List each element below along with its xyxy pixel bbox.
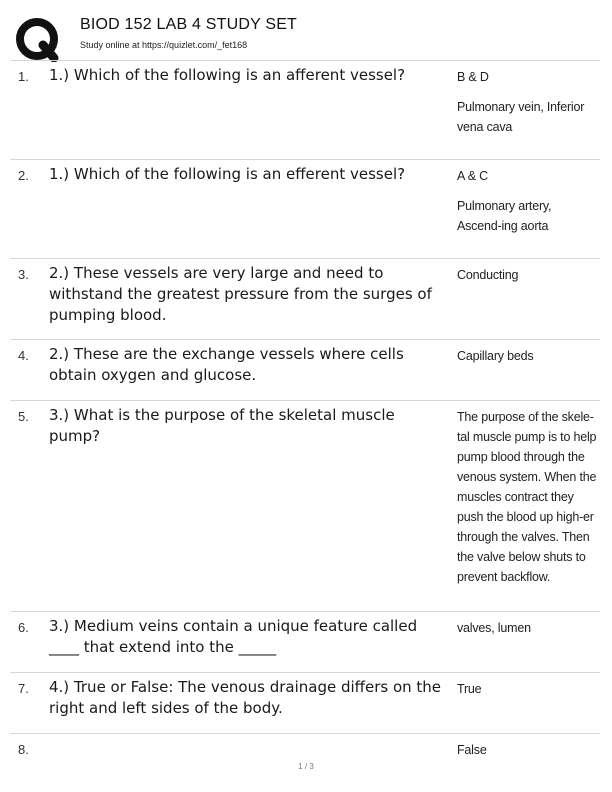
item-answer: [457, 407, 597, 597]
answer-line: False: [457, 743, 487, 757]
item-number: 7.: [18, 681, 29, 696]
list-item: [10, 400, 600, 611]
answer-line: Conducting: [457, 268, 519, 282]
item-answer: [457, 67, 597, 147]
page-title: BIOD 152 LAB 4 STUDY SET: [80, 16, 298, 33]
item-question: 3.) Medium veins contain a unique feature called ____ that extend into the _____: [49, 617, 418, 656]
quizlet-logo-icon: [16, 18, 60, 62]
list-item: [10, 672, 600, 733]
item-number: 1.: [18, 69, 29, 84]
list-item: [10, 339, 600, 400]
item-question: 3.) What is the purpose of the skeletal muscle pump?: [49, 406, 395, 445]
item-number: 8.: [18, 742, 29, 757]
list-item: [10, 60, 600, 159]
page-subtitle: Study online at https://quizlet.com/_fet168: [80, 40, 248, 50]
page-header: [16, 16, 596, 60]
answer-line: Capillary beds: [457, 349, 534, 363]
answer-line: True: [457, 682, 482, 696]
answer-line: Pulmonary vein, Inferior vena cava: [457, 100, 585, 134]
list-item: [10, 258, 600, 339]
item-answer: [457, 265, 597, 295]
item-number: 4.: [18, 348, 29, 363]
item-question: 2.) These are the exchange vessels where cells obtain oxygen and glucose.: [49, 345, 404, 384]
item-question: 4.) True or False: The venous drainage differs on the right and left sides of the body.: [49, 678, 442, 717]
answer-line: The purpose of the skele-tal muscle pump is to help pump blood through the venous system. When the muscles contract they push the blood up high-er through the valves. Then the valve below shuts to prevent backflow.: [457, 410, 597, 584]
answer-line: Pulmonary artery, Ascend-ing aorta: [457, 199, 552, 233]
list-item: [10, 611, 600, 672]
item-number: 3.: [18, 267, 29, 282]
item-number: 2.: [18, 168, 29, 183]
item-answer: [457, 166, 597, 246]
item-question: 2.) These vessels are very large and need to withstand the greatest pressure from the surges of pumping blood.: [49, 264, 432, 324]
item-number: 6.: [18, 620, 29, 635]
item-answer: [457, 679, 597, 709]
list-item: [10, 159, 600, 258]
item-question: 1.) Which of the following is an efferent vessel?: [49, 165, 406, 183]
item-answer: [457, 346, 597, 376]
answer-line: A & C: [457, 169, 488, 183]
answer-line: B & D: [457, 70, 489, 84]
item-question: 1.) Which of the following is an afferent vessel?: [49, 66, 406, 84]
flashcard-list: [10, 60, 600, 766]
item-answer: [457, 618, 597, 648]
answer-line: valves, lumen: [457, 621, 531, 635]
item-number: 5.: [18, 409, 29, 424]
page-number: 1 / 3: [298, 762, 314, 771]
